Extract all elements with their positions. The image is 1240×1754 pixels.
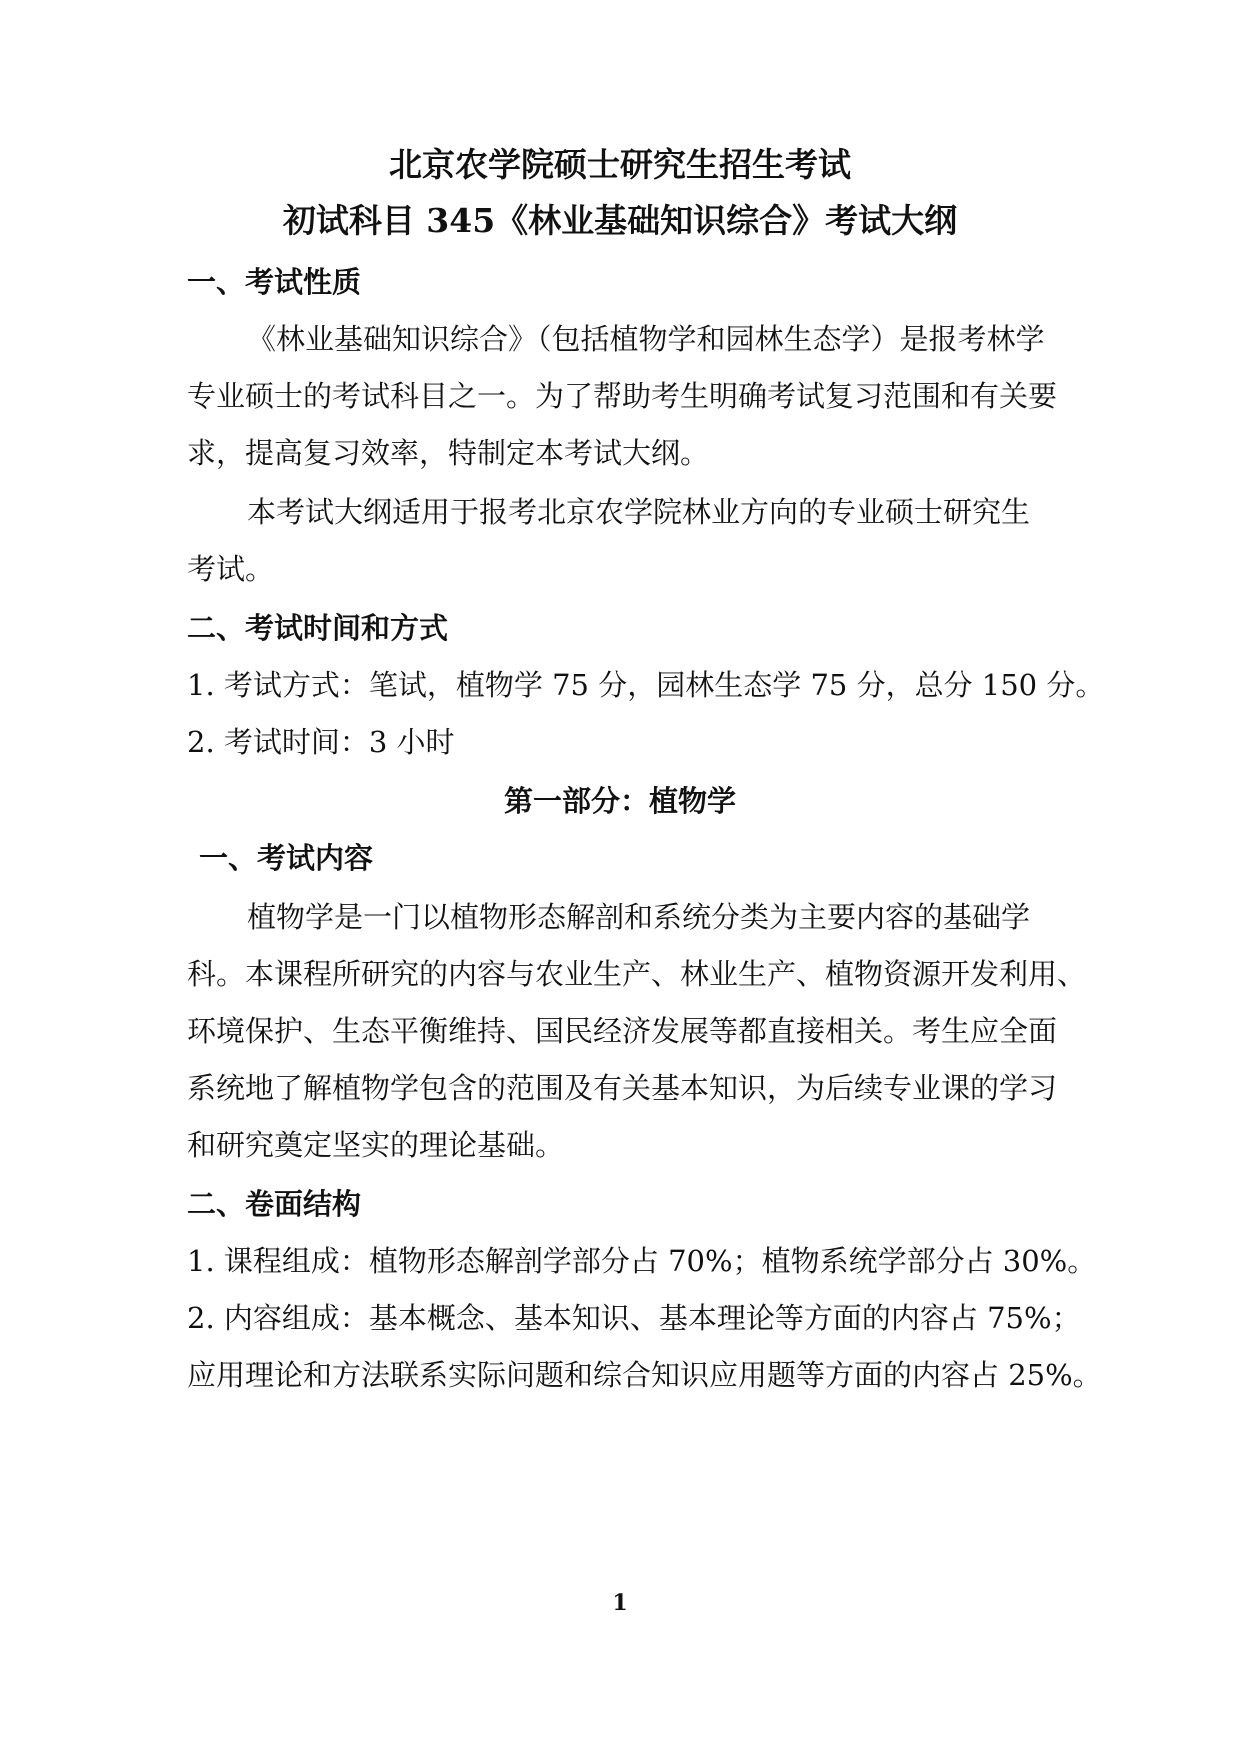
page-number: 1	[612, 1590, 628, 1616]
paragraph-line: 求，提高复习效率，特制定本考试大纲。	[187, 436, 710, 470]
paragraph-line: 本考试大纲适用于报考北京农学院林业方向的专业硕士研究生	[247, 495, 1031, 529]
paragraph-line: 和研究奠定坚实的理论基础。	[187, 1128, 565, 1162]
part-title-botany: 第一部分：植物学	[503, 784, 736, 818]
paragraph-line: 植物学是一门以植物形态解剖和系统分类为主要内容的基础学	[247, 900, 1031, 934]
list-item-course-composition: 1. 课程组成：植物形态解剖学部分占 70%；植物系统学部分占 30%。	[187, 1244, 1097, 1278]
section-heading-exam-nature: 一、考试性质	[187, 265, 362, 299]
section-heading-exam-time: 二、考试时间和方式	[187, 611, 449, 645]
list-item-exam-format: 1. 考试方式：笔试，植物学 75 分，园林生态学 75 分，总分 150 分。	[187, 668, 1105, 702]
paragraph-line: 考试。	[187, 552, 275, 586]
section-heading-paper-structure: 二、卷面结构	[187, 1187, 362, 1221]
paragraph-line: 专业硕士的考试科目之一。为了帮助考生明确考试复习范围和有关要	[187, 379, 1058, 413]
document-title-line-2: 初试科目 345《林业基础知识综合》考试大纲	[282, 201, 958, 240]
list-item-content-composition-continued: 应用理论和方法联系实际问题和综合知识应用题等方面的内容占 25%。	[187, 1358, 1102, 1392]
paragraph-line: 《林业基础知识综合》（包括植物学和园林生态学）是报考林学	[247, 322, 1045, 356]
section-heading-exam-content: 一、考试内容	[199, 841, 374, 875]
paragraph-line: 系统地了解植物学包含的范围及有关基本知识，为后续专业课的学习	[187, 1071, 1058, 1105]
list-item-content-composition: 2. 内容组成：基本概念、基本知识、基本理论等方面的内容占 75%；	[187, 1301, 1081, 1335]
paragraph-line: 科。本课程所研究的内容与农业生产、林业生产、植物资源开发利用、	[187, 957, 1087, 991]
list-item-exam-duration: 2. 考试时间：3 小时	[187, 725, 455, 759]
paragraph-line: 环境保护、生态平衡维持、国民经济发展等都直接相关。考生应全面	[187, 1014, 1058, 1048]
document-title-line-1: 北京农学院硕士研究生招生考试	[389, 145, 851, 184]
